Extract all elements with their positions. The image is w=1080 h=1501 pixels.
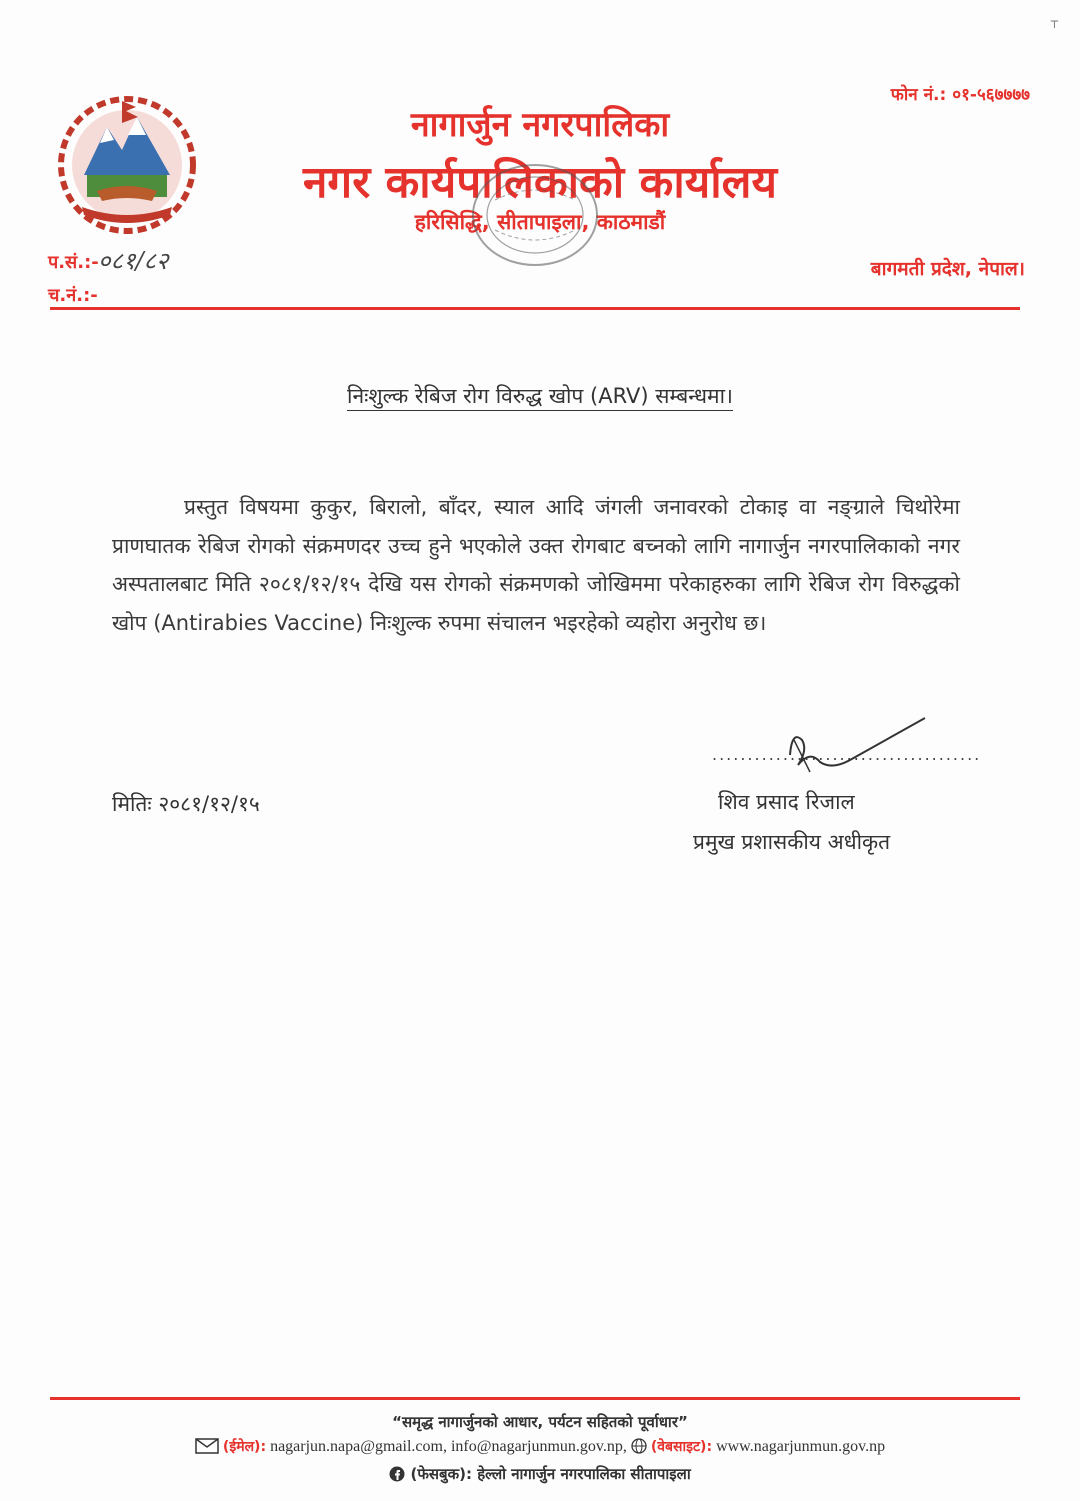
corner-mark: ┬ <box>1050 14 1058 28</box>
mail-icon <box>195 1438 219 1454</box>
facebook-label: (फेसबुक): <box>410 1465 472 1483</box>
signatory-title: प्रमुख प्रशासकीय अधीकृत <box>693 830 891 854</box>
signature-icon <box>780 710 930 790</box>
signatory-name: शिव प्रसाद रिजाल <box>718 790 855 814</box>
office-title: नगर कार्यपालिकाको कार्यालय <box>303 157 777 208</box>
email-label: (ईमेल): <box>222 1439 267 1455</box>
office-address: हरिसिद्धि, सीतापाइला, काठमाडौं <box>414 210 666 234</box>
letter-date: मितिः २०८१/१२/१५ <box>112 792 260 816</box>
globe-icon <box>631 1438 647 1454</box>
municipality-title: नागार्जुन नगरपालिका <box>410 105 670 145</box>
signature-line: ...................................... <box>712 745 982 764</box>
subject-text: निःशुल्क रेबिज रोग विरुद्ध खोप (ARV) सम्बन्धमा। <box>347 384 733 411</box>
footer-slogan: “समृद्ध नागार्जुनको आधार, पर्यटन सहितको पूर्वाधार” <box>392 1413 688 1431</box>
dispatch-number-label: च.नं.:- <box>48 285 98 306</box>
reference-number-label: प.सं.:- <box>48 252 99 273</box>
facebook-icon <box>389 1466 405 1482</box>
facebook-value[interactable]: हेल्लो नागार्जुन नगरपालिका सीतापाइला <box>477 1465 691 1483</box>
letter-subject <box>0 382 1080 410</box>
footer-divider <box>50 1397 1020 1400</box>
province-label: बागमती प्रदेश, नेपाल। <box>870 258 1025 280</box>
reference-number-handwritten: ०८१/८२ <box>98 247 169 275</box>
website-label: (वेबसाइट): <box>650 1439 713 1455</box>
footer-contact <box>0 1437 1080 1456</box>
letter-body: प्रस्तुत विषयमा कुकुर, बिरालो, बाँदर, स्याल आदि जंगली जनावरको टोकाइ वा नङ्ग्राले चिथोरेमा प्राणघातक रेबिज रोगको संक्रमणदर उच्च हुने भएकोले उक्त रोगबाट बच्नको लागि नागार्जुन नगरपालिकाको नगर अस्पतालबाट मिति २०८१/१२/१५ देखि यस रोगको संक्रमणको जोखिममा परेकाहरुका लागि रेबिज रोग विरुद्धको खोप (Antirabies Vaccine) निःशुल्क रुपमा संचालन भइरहेको व्यहोरा अनुरोध छ। <box>112 495 960 635</box>
header-divider <box>50 307 1020 310</box>
website-value[interactable]: www.nagarjunmun.gov.np <box>716 1438 886 1455</box>
phone-number: फोन नं.: ०१-५६७७७७ <box>890 85 1030 105</box>
email-values[interactable]: nagarjun.napa@gmail.com, info@nagarjunmun.gov.np, <box>270 1438 627 1455</box>
footer-social <box>0 1464 1080 1484</box>
office-stamp-icon <box>455 150 615 280</box>
